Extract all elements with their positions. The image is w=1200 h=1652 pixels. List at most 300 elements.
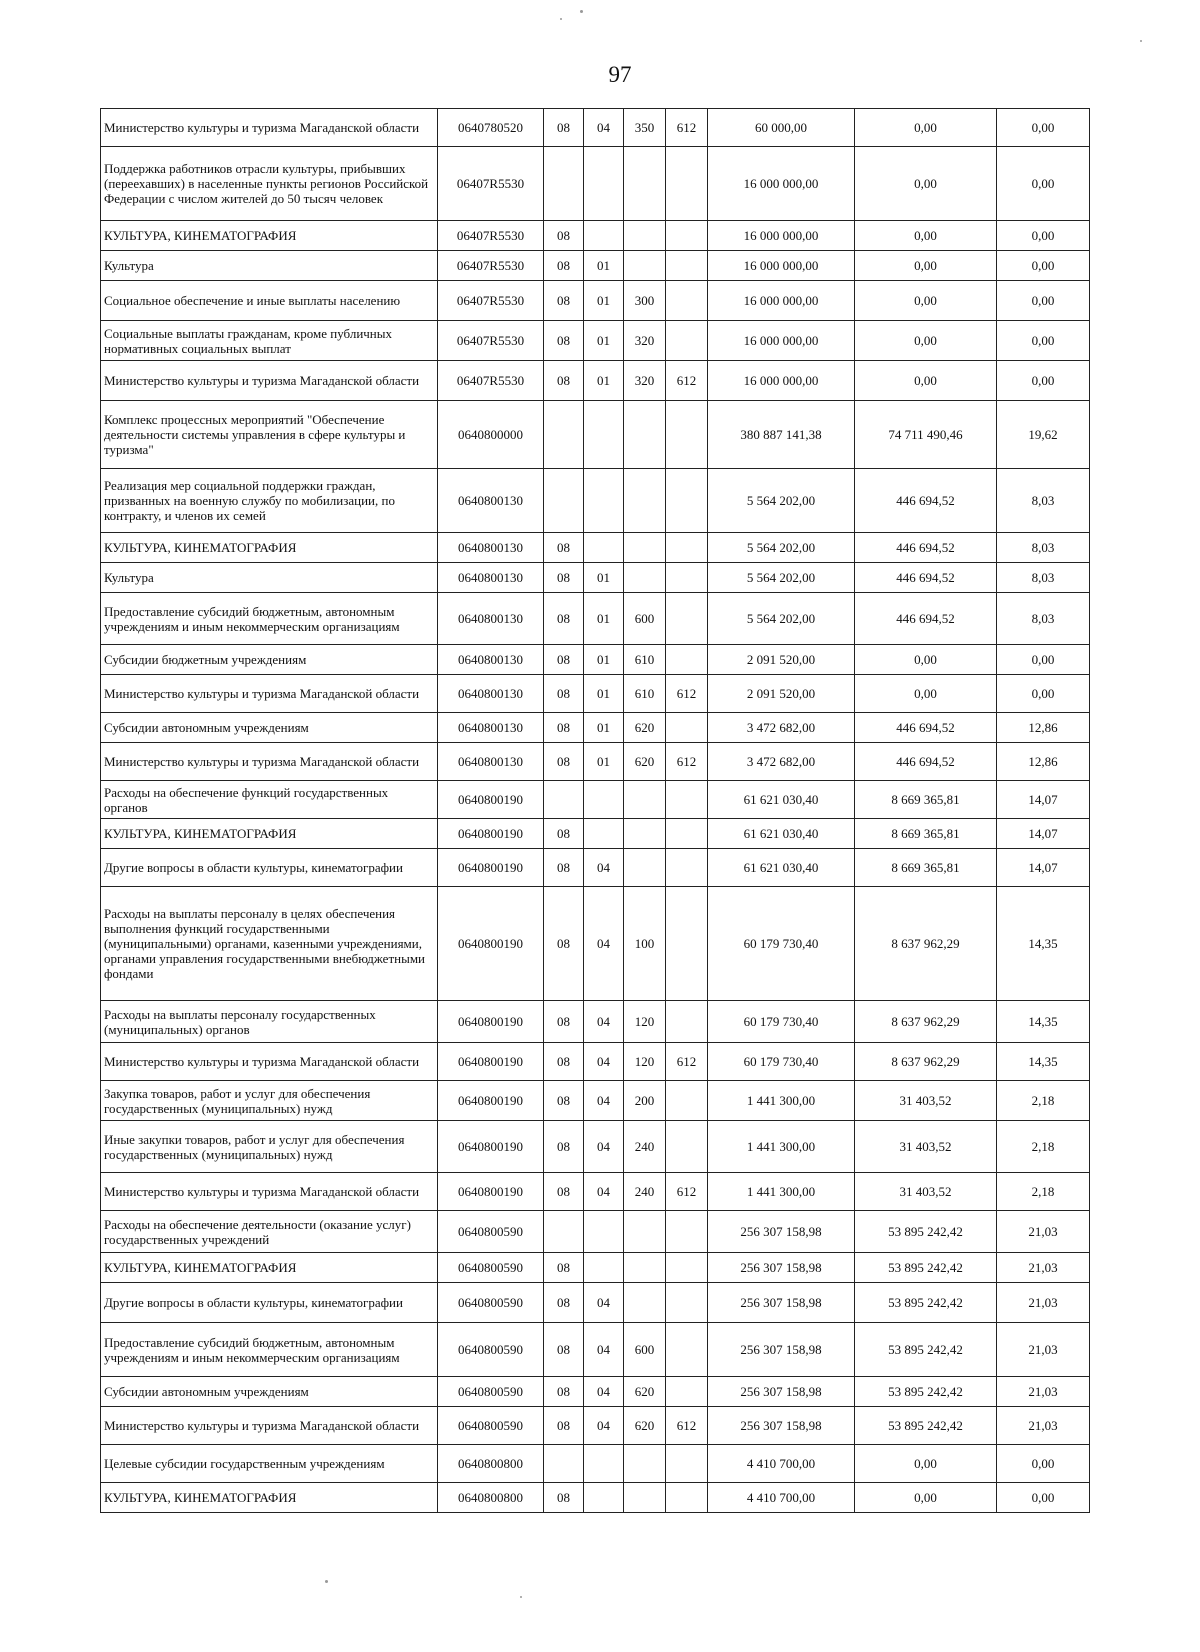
- cell-section: 08: [544, 849, 584, 887]
- cell-percent: 12,86: [997, 743, 1090, 781]
- cell-target-code: 0640800190: [438, 1173, 544, 1211]
- cell-expense-type: 120: [624, 1043, 666, 1081]
- cell-administrator: [666, 1483, 708, 1513]
- budget-execution-table: [100, 108, 1090, 1513]
- cell-name: Предоставление субсидий бюджетным, автономным учреждениям и иным некоммерческим организациям: [101, 593, 438, 645]
- table-row: [101, 849, 1090, 887]
- cell-executed: 446 694,52: [855, 743, 997, 781]
- cell-name: Закупка товаров, работ и услуг для обеспечения государственных (муниципальных) нужд: [101, 1081, 438, 1121]
- cell-percent: 2,18: [997, 1173, 1090, 1211]
- cell-executed: 53 895 242,42: [855, 1253, 997, 1283]
- cell-expense-type: [624, 221, 666, 251]
- cell-name: Министерство культуры и туризма Магаданской области: [101, 1043, 438, 1081]
- table-row: [101, 1001, 1090, 1043]
- cell-subsection: 04: [584, 1001, 624, 1043]
- cell-executed: 8 637 962,29: [855, 1001, 997, 1043]
- cell-executed: 0,00: [855, 645, 997, 675]
- cell-subsection: [584, 1253, 624, 1283]
- cell-executed: 0,00: [855, 221, 997, 251]
- cell-administrator: [666, 1253, 708, 1283]
- cell-administrator: [666, 321, 708, 361]
- cell-expense-type: [624, 251, 666, 281]
- cell-percent: 14,07: [997, 849, 1090, 887]
- cell-executed: 53 895 242,42: [855, 1377, 997, 1407]
- table-row: [101, 645, 1090, 675]
- cell-administrator: [666, 781, 708, 819]
- cell-subsection: 04: [584, 1081, 624, 1121]
- cell-planned: 16 000 000,00: [708, 251, 855, 281]
- cell-target-code: 0640800190: [438, 1043, 544, 1081]
- cell-name: Социальное обеспечение и иные выплаты населению: [101, 281, 438, 321]
- cell-name: Социальные выплаты гражданам, кроме публичных нормативных социальных выплат: [101, 321, 438, 361]
- cell-name: Министерство культуры и туризма Магаданской области: [101, 675, 438, 713]
- cell-administrator: [666, 593, 708, 645]
- table-body: [101, 109, 1090, 1513]
- cell-planned: 2 091 520,00: [708, 675, 855, 713]
- cell-section: 08: [544, 1407, 584, 1445]
- cell-executed: 8 669 365,81: [855, 819, 997, 849]
- cell-target-code: 0640800130: [438, 469, 544, 533]
- cell-administrator: [666, 221, 708, 251]
- table-row: [101, 1121, 1090, 1173]
- cell-administrator: [666, 713, 708, 743]
- cell-percent: 0,00: [997, 1445, 1090, 1483]
- cell-expense-type: [624, 819, 666, 849]
- cell-expense-type: 600: [624, 1323, 666, 1377]
- cell-administrator: [666, 401, 708, 469]
- scan-speck: [520, 1596, 522, 1598]
- cell-executed: 31 403,52: [855, 1081, 997, 1121]
- cell-section: [544, 401, 584, 469]
- cell-section: 08: [544, 361, 584, 401]
- cell-subsection: [584, 401, 624, 469]
- cell-section: 08: [544, 1323, 584, 1377]
- cell-planned: 4 410 700,00: [708, 1445, 855, 1483]
- cell-subsection: 04: [584, 1173, 624, 1211]
- cell-planned: 5 564 202,00: [708, 563, 855, 593]
- cell-percent: 14,07: [997, 781, 1090, 819]
- cell-planned: 5 564 202,00: [708, 469, 855, 533]
- cell-subsection: 04: [584, 1121, 624, 1173]
- cell-subsection: 01: [584, 321, 624, 361]
- cell-expense-type: [624, 1445, 666, 1483]
- cell-subsection: 04: [584, 1043, 624, 1081]
- cell-planned: 256 307 158,98: [708, 1377, 855, 1407]
- cell-section: 08: [544, 1081, 584, 1121]
- cell-administrator: [666, 533, 708, 563]
- cell-planned: 3 472 682,00: [708, 713, 855, 743]
- cell-expense-type: 100: [624, 887, 666, 1001]
- cell-administrator: 612: [666, 361, 708, 401]
- cell-administrator: [666, 1377, 708, 1407]
- cell-executed: 8 637 962,29: [855, 1043, 997, 1081]
- scan-speck: [1140, 40, 1142, 42]
- cell-name: Реализация мер социальной поддержки граждан, призванных на военную службу по мобилизации, по контракту, и членов их семей: [101, 469, 438, 533]
- cell-subsection: [584, 1445, 624, 1483]
- cell-executed: 8 669 365,81: [855, 781, 997, 819]
- cell-executed: 0,00: [855, 1445, 997, 1483]
- cell-name: Расходы на выплаты персоналу в целях обеспечения выполнения функций государственными (муниципальными) органами, казенными учреждениями, органами управления государственными внебюджетными фондами: [101, 887, 438, 1001]
- cell-percent: 8,03: [997, 563, 1090, 593]
- cell-expense-type: [624, 147, 666, 221]
- table-row: [101, 1323, 1090, 1377]
- cell-name: КУЛЬТУРА, КИНЕМАТОГРАФИЯ: [101, 221, 438, 251]
- cell-subsection: 01: [584, 563, 624, 593]
- cell-subsection: 01: [584, 675, 624, 713]
- cell-expense-type: 600: [624, 593, 666, 645]
- cell-percent: 12,86: [997, 713, 1090, 743]
- cell-planned: 60 179 730,40: [708, 1043, 855, 1081]
- cell-section: 08: [544, 321, 584, 361]
- cell-target-code: 0640800590: [438, 1377, 544, 1407]
- scan-speck: [325, 1580, 328, 1583]
- cell-subsection: 04: [584, 1323, 624, 1377]
- cell-name: Министерство культуры и туризма Магаданской области: [101, 361, 438, 401]
- cell-executed: 53 895 242,42: [855, 1283, 997, 1323]
- cell-planned: 256 307 158,98: [708, 1253, 855, 1283]
- cell-name: Субсидии бюджетным учреждениям: [101, 645, 438, 675]
- cell-section: 08: [544, 109, 584, 147]
- table-row: [101, 361, 1090, 401]
- cell-section: [544, 147, 584, 221]
- cell-section: [544, 1445, 584, 1483]
- cell-name: Расходы на обеспечение функций государственных органов: [101, 781, 438, 819]
- page-number: 97: [608, 62, 632, 87]
- cell-expense-type: 610: [624, 675, 666, 713]
- cell-subsection: [584, 1211, 624, 1253]
- cell-name: Министерство культуры и туризма Магаданской области: [101, 743, 438, 781]
- cell-target-code: 0640800130: [438, 593, 544, 645]
- table-row: [101, 593, 1090, 645]
- cell-executed: 0,00: [855, 281, 997, 321]
- table-row: [101, 887, 1090, 1001]
- cell-section: 08: [544, 593, 584, 645]
- cell-planned: 60 179 730,40: [708, 1001, 855, 1043]
- cell-percent: 0,00: [997, 251, 1090, 281]
- cell-section: 08: [544, 1283, 584, 1323]
- cell-percent: 2,18: [997, 1121, 1090, 1173]
- cell-expense-type: 120: [624, 1001, 666, 1043]
- cell-planned: 256 307 158,98: [708, 1283, 855, 1323]
- table-row: [101, 221, 1090, 251]
- cell-planned: 1 441 300,00: [708, 1121, 855, 1173]
- cell-expense-type: [624, 469, 666, 533]
- cell-executed: 446 694,52: [855, 563, 997, 593]
- cell-section: 08: [544, 819, 584, 849]
- cell-planned: 4 410 700,00: [708, 1483, 855, 1513]
- cell-administrator: [666, 563, 708, 593]
- cell-section: 08: [544, 743, 584, 781]
- table-row: [101, 1483, 1090, 1513]
- cell-expense-type: [624, 1253, 666, 1283]
- cell-administrator: [666, 1445, 708, 1483]
- table-row: [101, 713, 1090, 743]
- cell-name: Целевые субсидии государственным учреждениям: [101, 1445, 438, 1483]
- cell-percent: 0,00: [997, 147, 1090, 221]
- cell-percent: 14,35: [997, 1001, 1090, 1043]
- cell-administrator: 612: [666, 675, 708, 713]
- cell-subsection: 04: [584, 1407, 624, 1445]
- cell-planned: 60 000,00: [708, 109, 855, 147]
- cell-executed: 0,00: [855, 251, 997, 281]
- cell-administrator: 612: [666, 1173, 708, 1211]
- cell-expense-type: [624, 1211, 666, 1253]
- cell-target-code: 0640800130: [438, 563, 544, 593]
- cell-name: Субсидии автономным учреждениям: [101, 713, 438, 743]
- cell-name: Иные закупки товаров, работ и услуг для обеспечения государственных (муниципальных) нужд: [101, 1121, 438, 1173]
- cell-planned: 16 000 000,00: [708, 147, 855, 221]
- cell-executed: 74 711 490,46: [855, 401, 997, 469]
- cell-percent: 8,03: [997, 469, 1090, 533]
- table-row: [101, 743, 1090, 781]
- table-row: [101, 321, 1090, 361]
- cell-planned: 5 564 202,00: [708, 533, 855, 563]
- cell-administrator: [666, 645, 708, 675]
- cell-target-code: 0640800800: [438, 1445, 544, 1483]
- cell-executed: 446 694,52: [855, 533, 997, 563]
- cell-expense-type: [624, 563, 666, 593]
- cell-section: [544, 1211, 584, 1253]
- cell-target-code: 06407R5530: [438, 321, 544, 361]
- cell-executed: 446 694,52: [855, 713, 997, 743]
- cell-name: Другие вопросы в области культуры, кинематографии: [101, 1283, 438, 1323]
- cell-percent: 21,03: [997, 1323, 1090, 1377]
- cell-section: 08: [544, 221, 584, 251]
- cell-administrator: [666, 251, 708, 281]
- cell-expense-type: 610: [624, 645, 666, 675]
- cell-expense-type: 320: [624, 321, 666, 361]
- cell-planned: 61 621 030,40: [708, 819, 855, 849]
- cell-expense-type: [624, 533, 666, 563]
- cell-target-code: 0640800130: [438, 743, 544, 781]
- cell-executed: 31 403,52: [855, 1121, 997, 1173]
- cell-target-code: 0640800590: [438, 1283, 544, 1323]
- cell-expense-type: 200: [624, 1081, 666, 1121]
- cell-target-code: 0640800190: [438, 849, 544, 887]
- cell-administrator: 612: [666, 743, 708, 781]
- cell-target-code: 0640800190: [438, 819, 544, 849]
- cell-section: 08: [544, 645, 584, 675]
- cell-executed: 0,00: [855, 109, 997, 147]
- cell-section: 08: [544, 1043, 584, 1081]
- cell-executed: 8 669 365,81: [855, 849, 997, 887]
- table-row: [101, 781, 1090, 819]
- cell-administrator: [666, 1081, 708, 1121]
- cell-administrator: [666, 147, 708, 221]
- cell-target-code: 0640800190: [438, 1001, 544, 1043]
- cell-expense-type: [624, 781, 666, 819]
- cell-name: Расходы на обеспечение деятельности (оказание услуг) государственных учреждений: [101, 1211, 438, 1253]
- table-row: [101, 1445, 1090, 1483]
- cell-subsection: 04: [584, 109, 624, 147]
- cell-subsection: 01: [584, 645, 624, 675]
- table-row: [101, 1253, 1090, 1283]
- cell-percent: 0,00: [997, 361, 1090, 401]
- cell-subsection: 01: [584, 251, 624, 281]
- table-row: [101, 1283, 1090, 1323]
- cell-target-code: 06407R5530: [438, 281, 544, 321]
- cell-percent: 21,03: [997, 1407, 1090, 1445]
- cell-target-code: 0640800190: [438, 887, 544, 1001]
- cell-planned: 5 564 202,00: [708, 593, 855, 645]
- cell-target-code: 0640800590: [438, 1211, 544, 1253]
- cell-executed: 446 694,52: [855, 593, 997, 645]
- cell-target-code: 0640800130: [438, 533, 544, 563]
- table-row: [101, 1407, 1090, 1445]
- scan-speck: [560, 18, 562, 20]
- cell-planned: 1 441 300,00: [708, 1173, 855, 1211]
- cell-section: 08: [544, 1001, 584, 1043]
- cell-administrator: [666, 887, 708, 1001]
- cell-planned: 16 000 000,00: [708, 321, 855, 361]
- table-row: [101, 1043, 1090, 1081]
- cell-percent: 0,00: [997, 221, 1090, 251]
- cell-target-code: 06407R5530: [438, 147, 544, 221]
- cell-planned: 61 621 030,40: [708, 781, 855, 819]
- table-row: [101, 469, 1090, 533]
- cell-percent: 19,62: [997, 401, 1090, 469]
- cell-section: 08: [544, 1377, 584, 1407]
- cell-executed: 53 895 242,42: [855, 1211, 997, 1253]
- cell-name: Расходы на выплаты персоналу государственных (муниципальных) органов: [101, 1001, 438, 1043]
- cell-section: 08: [544, 281, 584, 321]
- cell-administrator: [666, 849, 708, 887]
- table-row: [101, 1211, 1090, 1253]
- cell-expense-type: 300: [624, 281, 666, 321]
- cell-expense-type: [624, 1283, 666, 1323]
- cell-percent: 21,03: [997, 1377, 1090, 1407]
- cell-planned: 1 441 300,00: [708, 1081, 855, 1121]
- table-row: [101, 563, 1090, 593]
- cell-expense-type: 240: [624, 1121, 666, 1173]
- cell-name: Поддержка работников отрасли культуры, прибывших (переехавших) в населенные пункты регионов Российской Федерации с числом жителей до 50 тысяч человек: [101, 147, 438, 221]
- cell-percent: 21,03: [997, 1211, 1090, 1253]
- cell-target-code: 0640800590: [438, 1323, 544, 1377]
- cell-target-code: 0640800800: [438, 1483, 544, 1513]
- cell-planned: 380 887 141,38: [708, 401, 855, 469]
- cell-expense-type: 620: [624, 743, 666, 781]
- cell-planned: 16 000 000,00: [708, 361, 855, 401]
- cell-section: 08: [544, 713, 584, 743]
- cell-percent: 21,03: [997, 1253, 1090, 1283]
- cell-expense-type: [624, 401, 666, 469]
- cell-percent: 0,00: [997, 321, 1090, 361]
- cell-expense-type: 320: [624, 361, 666, 401]
- cell-administrator: [666, 1283, 708, 1323]
- cell-subsection: [584, 469, 624, 533]
- cell-executed: 53 895 242,42: [855, 1323, 997, 1377]
- cell-section: [544, 469, 584, 533]
- cell-name: Министерство культуры и туризма Магаданской области: [101, 109, 438, 147]
- cell-name: Министерство культуры и туризма Магаданской области: [101, 1173, 438, 1211]
- cell-section: 08: [544, 1253, 584, 1283]
- cell-administrator: [666, 1323, 708, 1377]
- cell-name: Министерство культуры и туризма Магаданской области: [101, 1407, 438, 1445]
- cell-percent: 14,07: [997, 819, 1090, 849]
- table-row: [101, 147, 1090, 221]
- cell-executed: 53 895 242,42: [855, 1407, 997, 1445]
- cell-target-code: 0640800130: [438, 645, 544, 675]
- cell-administrator: 612: [666, 1043, 708, 1081]
- cell-subsection: 04: [584, 887, 624, 1001]
- cell-percent: 0,00: [997, 675, 1090, 713]
- cell-administrator: [666, 1211, 708, 1253]
- cell-section: 08: [544, 251, 584, 281]
- cell-administrator: [666, 819, 708, 849]
- cell-subsection: [584, 221, 624, 251]
- cell-executed: 0,00: [855, 361, 997, 401]
- table-row: [101, 281, 1090, 321]
- cell-name: Культура: [101, 563, 438, 593]
- cell-percent: 14,35: [997, 887, 1090, 1001]
- cell-administrator: [666, 281, 708, 321]
- cell-executed: 0,00: [855, 147, 997, 221]
- cell-planned: 16 000 000,00: [708, 221, 855, 251]
- cell-expense-type: 620: [624, 1407, 666, 1445]
- table-row: [101, 1377, 1090, 1407]
- cell-planned: 3 472 682,00: [708, 743, 855, 781]
- table-row: [101, 533, 1090, 563]
- cell-planned: 256 307 158,98: [708, 1323, 855, 1377]
- cell-target-code: 0640800130: [438, 713, 544, 743]
- cell-percent: 0,00: [997, 281, 1090, 321]
- cell-subsection: 04: [584, 1283, 624, 1323]
- table-row: [101, 819, 1090, 849]
- cell-subsection: 01: [584, 713, 624, 743]
- cell-target-code: 06407R5530: [438, 361, 544, 401]
- cell-administrator: 612: [666, 109, 708, 147]
- cell-target-code: 06407R5530: [438, 221, 544, 251]
- cell-percent: 21,03: [997, 1283, 1090, 1323]
- cell-subsection: [584, 1483, 624, 1513]
- cell-name: Другие вопросы в области культуры, кинематографии: [101, 849, 438, 887]
- cell-subsection: 01: [584, 281, 624, 321]
- cell-target-code: 0640800590: [438, 1253, 544, 1283]
- cell-administrator: [666, 1001, 708, 1043]
- table-row: [101, 109, 1090, 147]
- cell-percent: 8,03: [997, 533, 1090, 563]
- cell-target-code: 0640800590: [438, 1407, 544, 1445]
- cell-subsection: 04: [584, 849, 624, 887]
- cell-name: КУЛЬТУРА, КИНЕМАТОГРАФИЯ: [101, 533, 438, 563]
- cell-expense-type: 620: [624, 713, 666, 743]
- cell-expense-type: 240: [624, 1173, 666, 1211]
- cell-section: 08: [544, 1483, 584, 1513]
- cell-section: 08: [544, 1173, 584, 1211]
- cell-name: Предоставление субсидий бюджетным, автономным учреждениям и иным некоммерческим организациям: [101, 1323, 438, 1377]
- cell-target-code: 0640780520: [438, 109, 544, 147]
- cell-administrator: [666, 469, 708, 533]
- cell-subsection: [584, 819, 624, 849]
- scan-speck: [580, 10, 583, 13]
- cell-section: [544, 781, 584, 819]
- cell-subsection: 01: [584, 593, 624, 645]
- cell-executed: 8 637 962,29: [855, 887, 997, 1001]
- cell-percent: 8,03: [997, 593, 1090, 645]
- cell-target-code: 0640800190: [438, 781, 544, 819]
- cell-target-code: 06407R5530: [438, 251, 544, 281]
- cell-subsection: [584, 533, 624, 563]
- cell-name: Субсидии автономным учреждениям: [101, 1377, 438, 1407]
- cell-target-code: 0640800190: [438, 1121, 544, 1173]
- table-row: [101, 1173, 1090, 1211]
- cell-planned: 2 091 520,00: [708, 645, 855, 675]
- table-row: [101, 675, 1090, 713]
- cell-percent: 0,00: [997, 1483, 1090, 1513]
- cell-section: 08: [544, 533, 584, 563]
- cell-planned: 61 621 030,40: [708, 849, 855, 887]
- cell-executed: 31 403,52: [855, 1173, 997, 1211]
